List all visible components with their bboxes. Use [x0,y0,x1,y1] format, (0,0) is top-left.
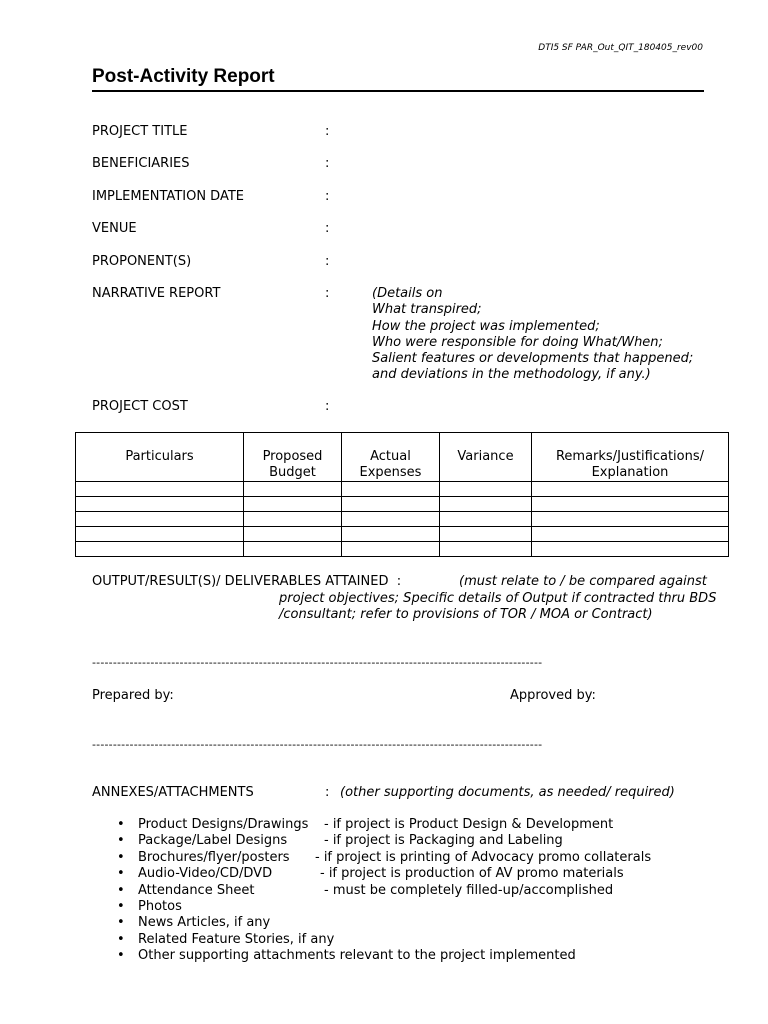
table-cell[interactable] [76,497,244,512]
list-item [117,932,576,948]
table-cell[interactable] [342,527,440,542]
list-item [117,849,652,866]
table-cell[interactable] [342,482,440,497]
annex-item-name: Audio-Video/CD/DVD [138,866,273,882]
field-colon: : [325,189,330,204]
field-colon: : [325,156,330,171]
field-label-project-title: PROJECT TITLE [92,124,188,139]
list-item [117,817,614,833]
narrative-guidance [372,286,693,384]
annex-item-name: Attendance Sheet [138,882,255,898]
field-colon: : [325,124,330,139]
bullet-icon: • [117,899,125,915]
output-label: OUTPUT/RESULT(S)/ DELIVERABLES ATTAINED : [92,574,402,589]
column-header-particulars: Particulars [76,433,244,482]
table-row [76,527,729,542]
list-item [117,882,614,899]
table-cell[interactable] [532,542,729,557]
field-colon: : [325,221,330,236]
page-title: Post-Activity Report [92,66,275,87]
dashed-separator: ------------------------------------------------------------------------------------------------------------ [92,656,543,669]
narrative-line: (Details on [372,286,443,301]
table-row [76,512,729,527]
table-row [76,497,729,512]
narrative-line: How the project was implemented; [372,318,600,334]
field-colon: : [325,399,330,414]
field-colon: : [325,254,330,269]
table-cell[interactable] [440,542,532,557]
field-label-proponents: PROPONENT(S) [92,254,192,269]
table-row [76,542,729,557]
list-item [117,899,576,915]
output-guidance-line: /consultant; refer to provisions of TOR / MOA or Contract) [279,607,653,622]
field-label-project-cost: PROJECT COST [92,399,188,414]
annex-item-note: - if project is printing of Advocacy promo collaterals [315,849,652,865]
bullet-icon: • [117,849,125,865]
list-item [117,948,576,964]
table-cell[interactable] [440,497,532,512]
table-cell[interactable] [342,542,440,557]
annex-item-note: - if project is Packaging and Labeling [324,833,563,849]
table-cell[interactable] [342,497,440,512]
field-label-narrative-report: NARRATIVE REPORT [92,286,221,301]
table-cell[interactable] [76,512,244,527]
bullet-icon: • [117,866,125,882]
column-header-variance: Variance [440,433,532,482]
bullet-icon: • [117,833,125,849]
annex-item-name: News Articles, if any [138,915,271,931]
output-guidance-line: (must relate to / be compared against [459,574,707,589]
list-item [117,833,576,849]
table-cell[interactable] [76,482,244,497]
table-cell[interactable] [342,512,440,527]
project-cost-table [75,432,729,557]
column-header-actual-expenses: Actual Expenses [342,433,440,482]
column-header-proposed-budget: Proposed Budget [244,433,342,482]
table-row [76,482,729,497]
annexes-label: ANNEXES/ATTACHMENTS [92,785,254,800]
annexes-guidance: (other supporting documents, as needed/ required) [340,785,675,800]
narrative-line: What transpired; [372,302,482,318]
table-cell[interactable] [440,527,532,542]
field-colon: : [325,286,330,301]
annex-item-name: Related Feature Stories, if any [138,931,335,947]
narrative-line: and deviations in the methodology, if any.) [372,367,651,383]
bullet-icon: • [117,931,125,947]
table-cell[interactable] [244,527,342,542]
table-cell[interactable] [440,512,532,527]
output-guidance-line: project objectives; Specific details of Output if contracted thru BDS [279,590,717,606]
list-item [117,866,624,882]
table-cell[interactable] [76,527,244,542]
annex-item-name: Brochures/flyer/posters [138,849,290,865]
bullet-icon: • [117,915,125,931]
table-cell[interactable] [244,512,342,527]
annex-item-note: - must be completely filled-up/accomplished [324,882,614,898]
table-cell[interactable] [244,482,342,497]
annex-item-name: Product Designs/Drawings [138,817,309,832]
annex-item-name: Photos [138,899,182,915]
table-cell[interactable] [76,542,244,557]
field-label-beneficiaries: BENEFICIARIES [92,156,190,171]
annexes-list [117,817,652,965]
table-cell[interactable] [532,497,729,512]
table-cell[interactable] [440,482,532,497]
prepared-by-label: Prepared by: [92,688,174,703]
list-item [117,915,576,931]
annex-item-note: - if project is production of AV promo materials [320,866,624,882]
dashed-separator: ------------------------------------------------------------------------------------------------------------ [92,738,543,751]
annex-item-name: Other supporting attachments relevant to the project implemented [138,948,576,964]
table-cell[interactable] [244,542,342,557]
table-cell[interactable] [532,527,729,542]
output-guidance [279,574,716,624]
field-colon: : [325,785,330,800]
field-label-implementation-date: IMPLEMENTATION DATE [92,189,245,204]
annex-item-name: Package/Label Designs [138,833,288,849]
narrative-line: Who were responsible for doing What/When; [372,334,663,350]
approved-by-label: Approved by: [510,688,596,703]
title-divider [92,90,704,92]
column-header-remarks: Remarks/Justifications/ Explanation [532,433,729,482]
annex-item-note: - if project is Product Design & Development [324,817,614,832]
table-cell[interactable] [244,497,342,512]
table-cell[interactable] [532,482,729,497]
narrative-line: Salient features or developments that happened; [372,351,694,367]
document-code: DTI5 SF PAR_Out_QIT_180405_rev00 [538,43,703,53]
table-header-row [76,433,729,482]
table-cell[interactable] [532,512,729,527]
field-label-venue: VENUE [92,221,137,236]
bullet-icon: • [117,817,125,832]
bullet-icon: • [117,882,125,898]
bullet-icon: • [117,948,125,964]
